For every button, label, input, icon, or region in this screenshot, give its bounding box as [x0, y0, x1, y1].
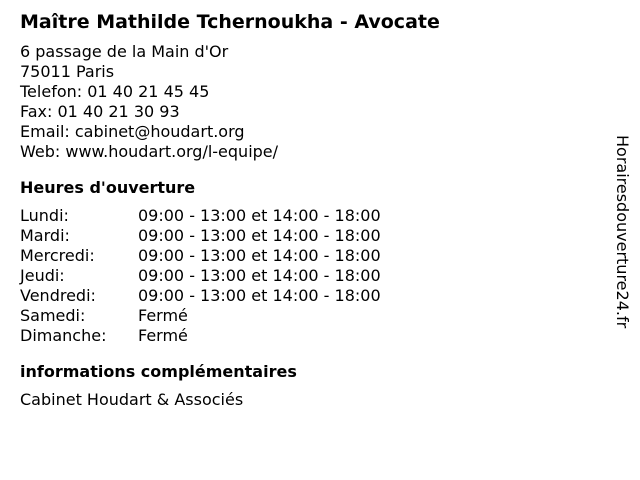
additional-info-heading: informations complémentaires [20, 362, 297, 381]
hours-row-friday [20, 286, 600, 306]
site-watermark: Horairesdouverture24.fr [613, 135, 632, 329]
hours-day: Mercredi: [20, 246, 95, 265]
hours-time: 09:00 - 13:00 et 14:00 - 18:00 [138, 286, 381, 305]
hours-row-saturday [20, 306, 600, 326]
hours-row-thursday [20, 266, 600, 286]
hours-row-wednesday [20, 246, 600, 266]
additional-info-text: Cabinet Houdart & Associés [20, 390, 244, 409]
business-card [20, 10, 600, 410]
hours-row-sunday [20, 326, 600, 346]
email-line: Email: cabinet@houdart.org [20, 122, 245, 141]
hours-day: Jeudi: [20, 266, 65, 285]
hours-day: Mardi: [20, 226, 70, 245]
hours-day: Dimanche: [20, 326, 107, 345]
hours-time: Fermé [138, 326, 188, 345]
opening-hours-table [20, 206, 600, 346]
page-title: Maître Mathilde Tchernoukha - Avocate [20, 11, 440, 33]
opening-hours-heading: Heures d'ouverture [20, 178, 196, 197]
address-city: 75011 Paris [20, 62, 115, 81]
hours-day: Lundi: [20, 206, 69, 225]
hours-day: Vendredi: [20, 286, 96, 305]
hours-time: 09:00 - 13:00 et 14:00 - 18:00 [138, 206, 381, 225]
web-line: Web: www.houdart.org/l-equipe/ [20, 142, 279, 161]
hours-day: Samedi: [20, 306, 86, 325]
hours-row-monday [20, 206, 600, 226]
phone-line: Telefon: 01 40 21 45 45 [20, 82, 210, 101]
hours-time: Fermé [138, 306, 188, 325]
hours-row-tuesday [20, 226, 600, 246]
fax-line: Fax: 01 40 21 30 93 [20, 102, 180, 121]
hours-time: 09:00 - 13:00 et 14:00 - 18:00 [138, 246, 381, 265]
address-street: 6 passage de la Main d'Or [20, 42, 229, 61]
hours-time: 09:00 - 13:00 et 14:00 - 18:00 [138, 266, 381, 285]
hours-time: 09:00 - 13:00 et 14:00 - 18:00 [138, 226, 381, 245]
